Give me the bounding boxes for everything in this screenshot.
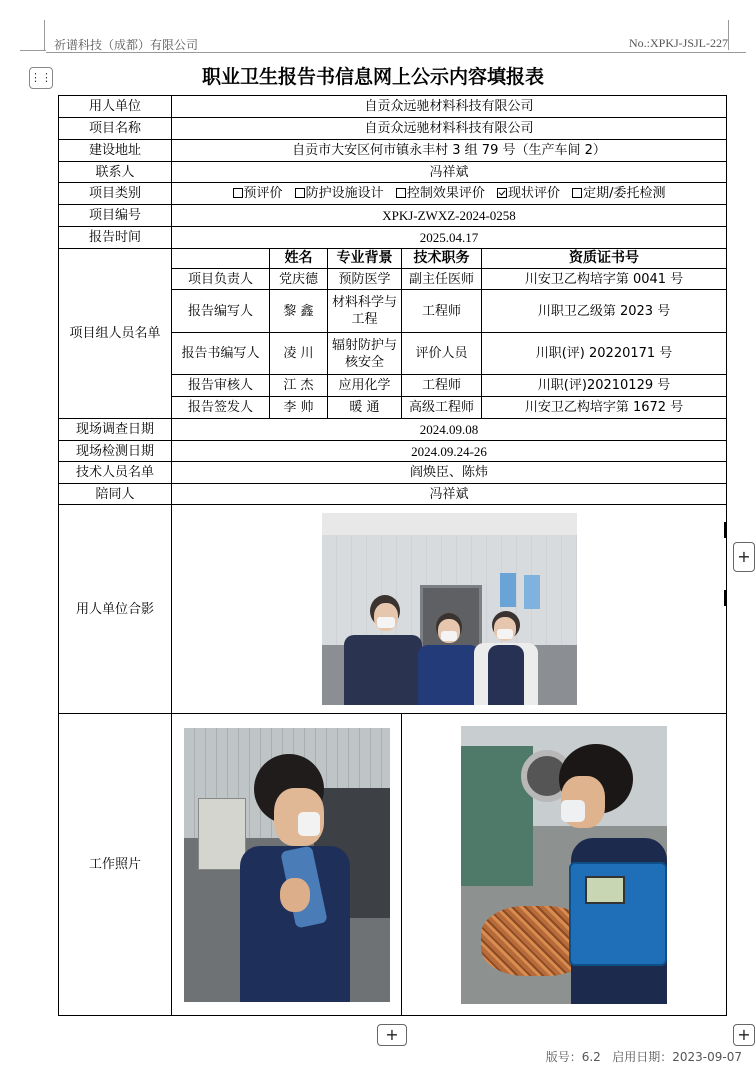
page-title: 职业卫生报告书信息网上公示内容填报表: [201, 66, 544, 88]
member-major: 暖 通: [328, 397, 402, 419]
member-role: 报告签发人: [172, 397, 270, 419]
option-control-effect[interactable]: 控制效果评价: [396, 186, 485, 201]
member-cert: 川职卫乙级第 2023 号: [482, 290, 727, 333]
checkbox-icon[interactable]: [396, 188, 406, 198]
label-employer: 用人单位: [59, 96, 172, 118]
checkbox-icon[interactable]: [295, 188, 305, 198]
value-tech-staff: 阎焕臣、陈炜: [172, 462, 727, 484]
member-cert: 川安卫乙构培字第 1672 号: [482, 397, 727, 419]
label-work-photos: 工作照片: [59, 714, 172, 1016]
member-name: 江 杰: [270, 375, 328, 397]
work-photo-noise-meter: [184, 728, 390, 1002]
work-photo-cell-2: [402, 714, 727, 1016]
header-company: 祈谱科技（成都）有限公司: [54, 38, 199, 52]
member-title: 高级工程师: [402, 397, 482, 419]
row-group-photo: [59, 505, 727, 714]
member-role: 报告编写人: [172, 290, 270, 333]
value-employer: 自贡众远驰材料科技有限公司: [172, 96, 727, 118]
option-periodic-testing[interactable]: 定期/委托检测: [572, 186, 665, 201]
row-project-type: [59, 183, 727, 205]
label-address: 建设地址: [59, 140, 172, 162]
label-team: 项目组人员名单: [59, 249, 172, 419]
member-major: 材料科学与工程: [328, 290, 402, 333]
member-title: 评价人员: [402, 333, 482, 375]
member-name: 党庆德: [270, 269, 328, 290]
row-work-photos: [59, 714, 727, 1016]
add-row-button[interactable]: +: [377, 1024, 407, 1046]
value-report-date: 2025.04.17: [172, 227, 727, 249]
value-accompany: 冯祥斌: [172, 484, 727, 505]
member-role: 报告书编写人: [172, 333, 270, 375]
row-project-no: [59, 205, 727, 227]
work-photo-cell-1: [172, 714, 402, 1016]
row-report-date: [59, 227, 727, 249]
member-name: 李 帅: [270, 397, 328, 419]
project-type-options: [172, 183, 727, 205]
group-photo-cell: [172, 505, 727, 714]
team-header-title: 技术职务: [402, 249, 482, 269]
team-header-cert: 资质证书号: [482, 249, 727, 269]
member-role: 项目负责人: [172, 269, 270, 290]
row-employer: [59, 96, 727, 118]
value-contact: 冯祥斌: [172, 162, 727, 183]
row-marker: [724, 590, 727, 606]
work-photo-sampler: [461, 726, 667, 1004]
info-form-table: [58, 95, 727, 1016]
row-project-name: [59, 118, 727, 140]
row-contact: [59, 162, 727, 183]
member-title: 工程师: [402, 290, 482, 333]
label-report-date: 报告时间: [59, 227, 172, 249]
checkbox-icon[interactable]: [233, 188, 243, 198]
member-role: 报告审核人: [172, 375, 270, 397]
label-tech-staff: 技术人员名单: [59, 462, 172, 484]
row-accompany: [59, 484, 727, 505]
crop-mark-horizontal: [20, 50, 46, 51]
label-survey-date: 现场调查日期: [59, 419, 172, 441]
option-pre-evaluation[interactable]: 预评价: [233, 186, 283, 201]
group-photo: [322, 513, 577, 705]
footer-version: 版号：6.2 启用日期：2023-09-07: [545, 1050, 742, 1064]
move-handle-icon[interactable]: ⋮⋮: [29, 67, 53, 89]
value-survey-date: 2024.09.08: [172, 419, 727, 441]
member-name: 黎 鑫: [270, 290, 328, 333]
option-current-status[interactable]: 现状评价: [497, 186, 560, 201]
row-test-date: [59, 441, 727, 462]
member-major: 预防医学: [328, 269, 402, 290]
team-header-name: 姓名: [270, 249, 328, 269]
row-tech-staff: [59, 462, 727, 484]
add-column-button[interactable]: +: [733, 542, 755, 572]
row-marker: [724, 522, 727, 538]
member-name: 凌 川: [270, 333, 328, 375]
value-address: 自贡市大安区何市镇永丰村 3 组 79 号（生产车间 2）: [172, 140, 727, 162]
member-cert: 川职(评) 20220171 号: [482, 333, 727, 375]
value-project-no: XPKJ-ZWXZ-2024-0258: [172, 205, 727, 227]
row-address: [59, 140, 727, 162]
member-cert: 川职(评)20210129 号: [482, 375, 727, 397]
member-major: 辐射防护与核安全: [328, 333, 402, 375]
member-major: 应用化学: [328, 375, 402, 397]
label-test-date: 现场检测日期: [59, 441, 172, 462]
checkbox-checked-icon[interactable]: [497, 188, 507, 198]
header-rule: [46, 52, 746, 53]
label-project-type: 项目类别: [59, 183, 172, 205]
header-doc-number: No.:XPKJ-JSJL-227: [628, 36, 728, 50]
add-cell-button[interactable]: +: [733, 1024, 755, 1046]
option-protection-design[interactable]: 防护设施设计: [295, 186, 384, 201]
label-group-photo: 用人单位合影: [59, 505, 172, 714]
checkbox-icon[interactable]: [572, 188, 582, 198]
crop-mark-right: [728, 20, 729, 50]
label-accompany: 陪同人: [59, 484, 172, 505]
team-header-row: [59, 249, 727, 269]
team-header-blank: [172, 249, 270, 269]
member-title: 副主任医师: [402, 269, 482, 290]
value-test-date: 2024.09.24-26: [172, 441, 727, 462]
member-title: 工程师: [402, 375, 482, 397]
label-project-no: 项目编号: [59, 205, 172, 227]
crop-mark-vertical: [44, 20, 45, 50]
label-project-name: 项目名称: [59, 118, 172, 140]
label-contact: 联系人: [59, 162, 172, 183]
value-project-name: 自贡众远驰材料科技有限公司: [172, 118, 727, 140]
team-header-major: 专业背景: [328, 249, 402, 269]
row-survey-date: [59, 419, 727, 441]
member-cert: 川安卫乙构培字第 0041 号: [482, 269, 727, 290]
